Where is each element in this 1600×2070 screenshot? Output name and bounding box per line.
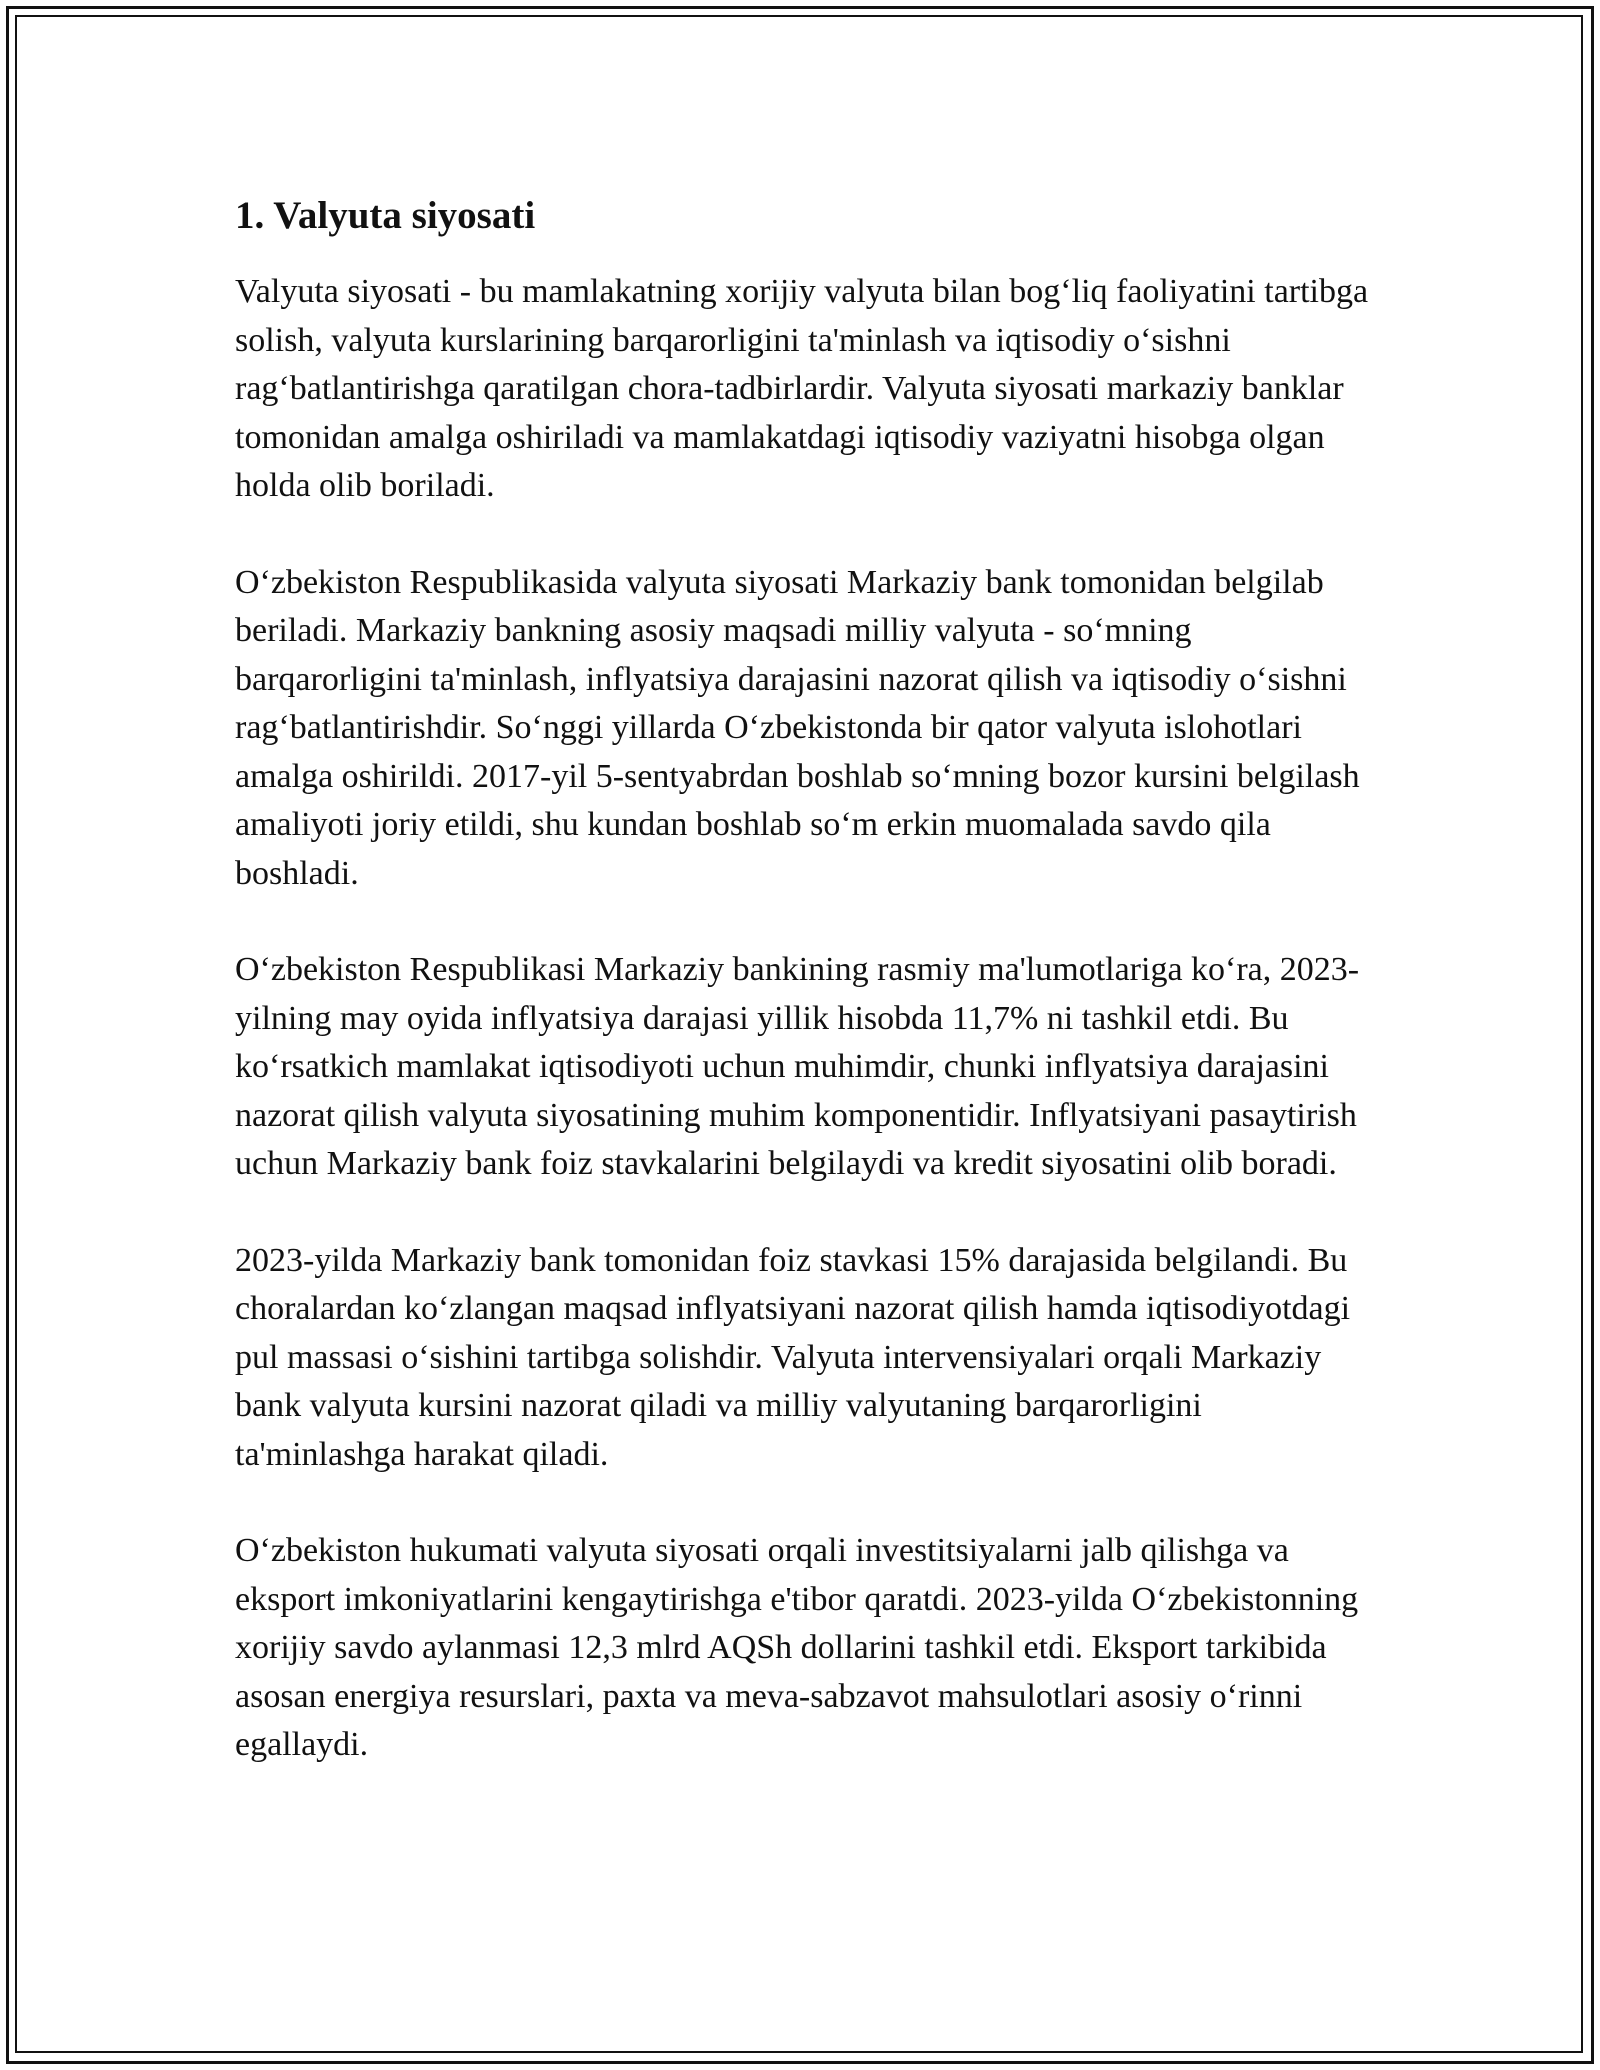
section-title: 1. Valyuta siyosati — [235, 194, 536, 237]
document-body — [235, 188, 1375, 1818]
paragraph-2: O‘zbekiston Respublikasida valyuta siyosati Markaziy bank tomonidan belgilab beriladi. Markaziy bankning asosiy maqsadi milliy valyuta - so‘mning barqarorligini ta'minlash, inflyatsiya darajasini nazorat qilish va iqtisodiy o‘sishni rag‘batlantirishdir. So‘nggi yillarda O‘zbekistonda bir qator valyuta islohotlari amalga oshirildi. 2017-yil 5-sentyabrdan boshlab so‘mning bozor kursini belgilash amaliyoti joriy etildi, shu kundan boshlab so‘m erkin muomalada savdo qila boshladi. — [235, 563, 1360, 892]
paragraph-1: Valyuta siyosati - bu mamlakatning xorijiy valyuta bilan bog‘liq faoliyatini tartibga solish, valyuta kurslarining barqarorligini ta'minlash va iqtisodiy o‘sishni rag‘batlantirishga qaratilgan chora-tadbirlardir. Valyuta siyosati markaziy banklar tomonidan amalga oshiriladi va mamlakatdagi iqtisodiy vaziyatni hisobga olgan holda olib boriladi. — [235, 273, 1369, 504]
paragraph-3: O‘zbekiston Respublikasi Markaziy bankining rasmiy ma'lumotlariga ko‘ra, 2023-yilning may oyida inflyatsiya darajasi yillik hisobda 11,7% ni tashkil etdi. Bu ko‘rsatkich mamlakat iqtisodiyoti uchun muhimdir, chunki inflyatsiya darajasini nazorat qilish valyuta siyosatining muhim komponentidir. Inflyatsiyani pasaytirish uchun Markaziy bank foiz stavkalarini belgilaydi va kredit siyosatini olib boradi. — [235, 951, 1360, 1182]
paragraph-4: 2023-yilda Markaziy bank tomonidan foiz stavkasi 15% darajasida belgilandi. Bu choralardan ko‘zlangan maqsad inflyatsiyani nazorat qilish hamda iqtisodiyotdagi pul massasi o‘sishini tartibga solishdir. Valyuta intervensiyalari orqali Markaziy bank valyuta kursini nazorat qiladi va milliy valyutaning barqarorligini ta'minlashga harakat qiladi. — [235, 1241, 1351, 1473]
paragraph-5: O‘zbekiston hukumati valyuta siyosati orqali investitsiyalarni jalb qilishga va eksport imkoniyatlarini kengaytirishga e'tibor qaratdi. 2023-yilda O‘zbekistonning xorijiy savdo aylanmasi 12,3 mlrd AQSh dollarini tashkil etdi. Eksport tarkibida asosan energiya resurslari, paxta va meva-sabzavot mahsulotlari asosiy o‘rinni egallaydi. — [235, 1532, 1359, 1763]
